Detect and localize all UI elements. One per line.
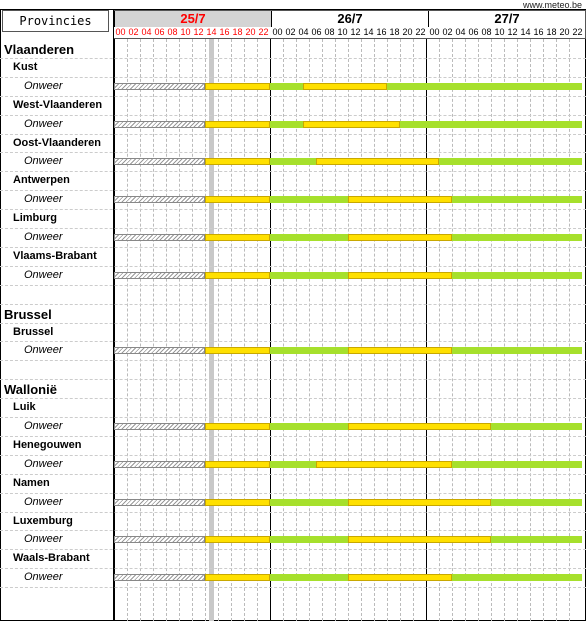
hour-label: 06 xyxy=(154,27,165,37)
green-risk-bar xyxy=(270,574,348,581)
row-divider xyxy=(0,77,586,79)
hour-label: 18 xyxy=(232,27,243,37)
row-divider xyxy=(0,455,586,457)
province-label: Luik xyxy=(13,401,36,414)
yellow-risk-bar xyxy=(205,83,270,90)
green-risk-bar xyxy=(491,536,582,543)
hour-label: 10 xyxy=(337,27,348,37)
provinces-header: Provincies xyxy=(2,10,109,32)
green-risk-bar xyxy=(439,158,582,165)
past-hatch-bar xyxy=(114,196,205,203)
green-risk-bar xyxy=(491,499,582,506)
parameter-label: Onweer xyxy=(24,344,63,357)
yellow-risk-bar xyxy=(205,158,270,165)
row-divider xyxy=(0,323,586,325)
past-hatch-bar xyxy=(114,423,205,430)
region-label: Wallonië xyxy=(4,382,57,398)
parameter-label: Onweer xyxy=(24,495,63,508)
hour-label: 22 xyxy=(258,27,269,37)
row-divider xyxy=(0,587,586,589)
yellow-risk-bar xyxy=(348,196,452,203)
yellow-risk-bar xyxy=(316,461,453,468)
row-divider xyxy=(0,209,586,211)
parameter-label: Onweer xyxy=(24,79,63,92)
province-label: Kust xyxy=(13,60,38,73)
yellow-risk-bar xyxy=(205,536,270,543)
yellow-risk-bar xyxy=(205,234,270,241)
hour-label: 08 xyxy=(481,27,492,37)
row-divider xyxy=(0,549,586,551)
row-divider xyxy=(0,190,586,192)
yellow-risk-bar xyxy=(205,423,270,430)
green-risk-bar xyxy=(270,423,348,430)
hour-label: 16 xyxy=(219,27,230,37)
past-hatch-bar xyxy=(114,461,205,468)
hour-label: 10 xyxy=(180,27,191,37)
province-label: Henegouwen xyxy=(13,438,82,451)
green-risk-bar xyxy=(387,83,582,90)
hour-label: 02 xyxy=(285,27,296,37)
yellow-risk-bar xyxy=(205,461,270,468)
hour-label: 04 xyxy=(141,27,152,37)
row-divider xyxy=(0,58,586,60)
yellow-risk-bar xyxy=(348,536,491,543)
green-risk-bar xyxy=(452,234,582,241)
hour-label: 06 xyxy=(468,27,479,37)
past-hatch-bar xyxy=(114,158,205,165)
hour-label: 16 xyxy=(533,27,544,37)
green-risk-bar xyxy=(452,461,582,468)
past-hatch-bar xyxy=(114,536,205,543)
green-risk-bar xyxy=(452,196,582,203)
row-divider xyxy=(0,152,586,154)
day-header: 27/7 xyxy=(428,10,585,27)
row-divider xyxy=(0,512,586,514)
row-divider xyxy=(0,96,586,98)
parameter-label: Onweer xyxy=(24,155,63,168)
green-risk-bar xyxy=(400,121,582,128)
row-divider xyxy=(0,341,586,343)
region-label: Brussel xyxy=(4,306,52,322)
past-hatch-bar xyxy=(114,83,205,90)
row-divider xyxy=(0,247,586,249)
yellow-risk-bar xyxy=(303,121,401,128)
hour-label: 08 xyxy=(167,27,178,37)
yellow-risk-bar xyxy=(348,423,491,430)
region-label: Vlaanderen xyxy=(4,42,75,57)
parameter-label: Onweer xyxy=(24,231,63,243)
hour-label: 00 xyxy=(115,27,126,37)
parameter-label: Onweer xyxy=(24,571,63,584)
hour-label: 20 xyxy=(245,27,256,37)
parameter-label: Onweer xyxy=(24,117,63,130)
green-risk-bar xyxy=(452,347,582,354)
hour-label: 14 xyxy=(206,27,217,37)
past-hatch-bar xyxy=(114,574,205,581)
yellow-risk-bar xyxy=(205,347,270,354)
green-risk-bar xyxy=(270,461,316,468)
yellow-risk-bar xyxy=(205,499,270,506)
yellow-risk-bar xyxy=(348,347,452,354)
province-label: Luxemburg xyxy=(13,514,73,527)
row-divider xyxy=(0,530,586,532)
hour-label: 00 xyxy=(429,27,440,37)
parameter-label: Onweer xyxy=(24,420,63,432)
row-divider xyxy=(0,568,586,570)
province-label: Oost-Vlaanderen xyxy=(13,136,102,149)
yellow-risk-bar xyxy=(205,121,270,128)
hour-label: 14 xyxy=(520,27,531,37)
hour-label: 22 xyxy=(572,27,583,37)
hour-label: 10 xyxy=(494,27,505,37)
row-divider xyxy=(0,266,586,268)
yellow-risk-bar xyxy=(205,574,270,581)
green-risk-bar xyxy=(452,574,582,581)
green-risk-bar xyxy=(270,347,348,354)
green-risk-bar xyxy=(270,499,348,506)
hour-label: 18 xyxy=(389,27,400,37)
yellow-risk-bar xyxy=(303,83,388,90)
province-label: Limburg xyxy=(13,212,57,225)
green-risk-bar xyxy=(270,121,303,128)
province-label: West-Vlaanderen xyxy=(13,98,103,111)
hour-label: 04 xyxy=(455,27,466,37)
green-risk-bar xyxy=(270,234,348,241)
green-risk-bar xyxy=(491,423,582,430)
hour-label: 06 xyxy=(311,27,322,37)
province-label: Antwerpen xyxy=(13,174,70,187)
hour-label: 22 xyxy=(415,27,426,37)
row-divider xyxy=(0,115,586,117)
hour-label: 20 xyxy=(559,27,570,37)
hour-label: 20 xyxy=(402,27,413,37)
yellow-risk-bar xyxy=(205,196,270,203)
parameter-label: Onweer xyxy=(24,268,63,281)
green-risk-bar xyxy=(270,272,348,279)
hour-label: 18 xyxy=(546,27,557,37)
hour-label: 12 xyxy=(350,27,361,37)
hour-label: 14 xyxy=(363,27,374,37)
green-risk-bar xyxy=(452,272,582,279)
past-hatch-bar xyxy=(114,499,205,506)
green-risk-bar xyxy=(270,158,316,165)
row-divider xyxy=(0,228,586,230)
yellow-risk-bar xyxy=(348,499,491,506)
province-label: Vlaams-Brabant xyxy=(13,249,97,262)
day-header: 25/7 xyxy=(114,10,271,27)
green-risk-bar xyxy=(270,536,348,543)
hour-label: 00 xyxy=(272,27,283,37)
row-divider xyxy=(0,171,586,173)
day-header: 26/7 xyxy=(271,10,428,27)
credit-text: www.meteo.be xyxy=(522,0,582,10)
row-divider xyxy=(0,436,586,438)
hour-label: 04 xyxy=(298,27,309,37)
row-divider xyxy=(0,379,586,381)
yellow-risk-bar xyxy=(348,574,452,581)
yellow-risk-bar xyxy=(348,272,452,279)
yellow-risk-bar xyxy=(205,272,270,279)
past-hatch-bar xyxy=(114,272,205,279)
label-column-border xyxy=(113,10,114,621)
hour-label: 08 xyxy=(324,27,335,37)
hour-label: 02 xyxy=(128,27,139,37)
yellow-risk-bar xyxy=(348,234,452,241)
hour-label: 12 xyxy=(193,27,204,37)
past-hatch-bar xyxy=(114,121,205,128)
row-divider xyxy=(0,398,586,400)
row-divider xyxy=(0,493,586,495)
green-risk-bar xyxy=(270,83,303,90)
row-divider xyxy=(0,304,586,306)
hour-label: 16 xyxy=(376,27,387,37)
parameter-label: Onweer xyxy=(24,533,63,546)
province-label: Waals-Brabant xyxy=(13,552,90,565)
hour-label: 02 xyxy=(442,27,453,37)
province-label: Brussel xyxy=(13,325,54,338)
parameter-label: Onweer xyxy=(24,193,63,206)
row-divider xyxy=(0,474,586,476)
past-hatch-bar xyxy=(114,347,205,354)
past-hatch-bar xyxy=(114,234,205,241)
row-divider xyxy=(0,360,586,362)
green-risk-bar xyxy=(270,196,348,203)
row-divider xyxy=(0,134,586,136)
province-label: Namen xyxy=(13,476,50,489)
row-divider xyxy=(0,417,586,419)
row-divider xyxy=(0,285,586,287)
parameter-label: Onweer xyxy=(24,457,63,470)
yellow-risk-bar xyxy=(316,158,440,165)
hour-label: 12 xyxy=(507,27,518,37)
